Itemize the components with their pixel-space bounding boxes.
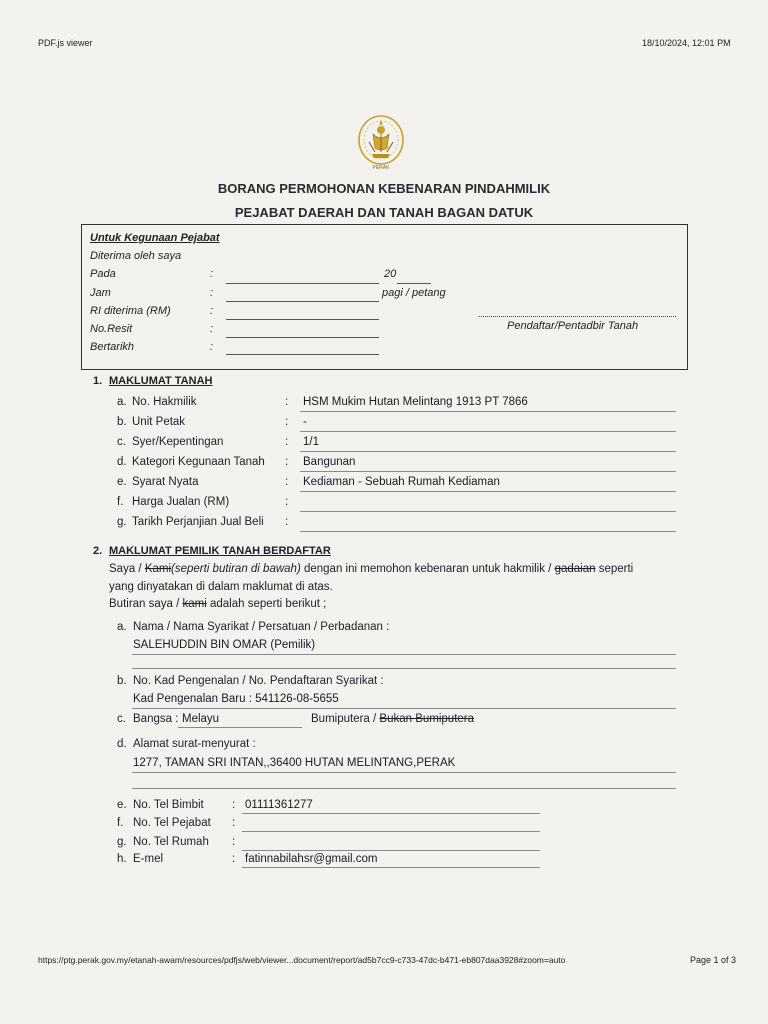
perak-crest-icon bbox=[355, 112, 407, 174]
contact-letter: e. bbox=[117, 799, 127, 811]
contact-letter: h. bbox=[117, 853, 127, 865]
land-item-label: Tarikh Perjanjian Jual Beli bbox=[132, 516, 264, 528]
office-colon: : bbox=[210, 341, 214, 353]
amount-field-line[interactable] bbox=[226, 319, 379, 320]
land-item-label: No. Hakmilik bbox=[132, 396, 197, 408]
bukan-bumiputera-struck: Bukan Bumiputera bbox=[379, 713, 475, 725]
land-item-colon: : bbox=[285, 396, 289, 408]
contact-field-line[interactable] bbox=[242, 867, 540, 868]
resit-field-line[interactable] bbox=[226, 337, 379, 338]
race-line[interactable] bbox=[178, 727, 302, 728]
contact-field-line[interactable] bbox=[242, 813, 540, 814]
land-item-field-line[interactable] bbox=[300, 431, 676, 432]
land-item-field-line[interactable] bbox=[300, 471, 676, 472]
land-item-label: Harga Jualan (RM) bbox=[132, 496, 230, 508]
contact-value: 01111361277 bbox=[245, 799, 313, 811]
race-value: Melayu bbox=[182, 713, 220, 725]
declaration-text: seperti bbox=[595, 563, 634, 575]
address-letter: d. bbox=[117, 738, 127, 750]
office-label-jam: Jam bbox=[90, 287, 111, 299]
signature-line[interactable] bbox=[479, 316, 676, 317]
signatory-label: Pendaftar/Pentadbir Tanah bbox=[507, 320, 639, 332]
contact-field-line[interactable] bbox=[242, 831, 540, 832]
address-line[interactable] bbox=[132, 772, 676, 773]
section1-number: 1. bbox=[93, 375, 103, 387]
ampm-label: pagi / petang bbox=[382, 287, 446, 299]
print-header-title: PDF.js viewer bbox=[38, 38, 93, 48]
land-item-field-line[interactable] bbox=[300, 531, 676, 532]
form-title: BORANG PERMOHONAN KEBENARAN PINDAHMILIK bbox=[217, 181, 551, 196]
declaration-line2: yang dinyatakan di dalam maklumat di atas. bbox=[109, 581, 333, 593]
land-item-label: Syer/Kepentingan bbox=[132, 436, 224, 448]
contact-label: No. Tel Pejabat bbox=[133, 817, 211, 829]
office-label-bertarikh: Bertarikh bbox=[90, 341, 135, 353]
land-item-letter: d. bbox=[117, 456, 127, 468]
received-by-label: Diterima oleh saya bbox=[90, 250, 182, 262]
office-colon: : bbox=[210, 323, 214, 335]
pada-field-line[interactable] bbox=[226, 283, 379, 284]
year-prefix: 20 bbox=[384, 268, 397, 280]
contact-colon: : bbox=[232, 817, 236, 829]
contact-label: E-mel bbox=[133, 853, 164, 865]
land-item-colon: : bbox=[285, 476, 289, 488]
declaration-note: (seperti butiran di bawah) bbox=[171, 563, 301, 575]
bertarikh-field-line[interactable] bbox=[226, 354, 379, 355]
land-item-colon: : bbox=[285, 496, 289, 508]
declaration-line1 bbox=[109, 563, 633, 575]
declaration-text: dengan ini memohon kebenaran untuk hakmilik / bbox=[300, 563, 555, 575]
land-item-colon: : bbox=[285, 436, 289, 448]
year-field-line[interactable] bbox=[397, 283, 431, 284]
declaration-gadaian-struck: gadaian bbox=[554, 563, 596, 575]
details-text: adalah seperti berikut ; bbox=[206, 598, 327, 610]
bumiputera-label: Bumiputera / bbox=[311, 713, 380, 725]
owner-name-label: Nama / Nama Syarikat / Persatuan / Perbadanan : bbox=[133, 621, 390, 633]
land-item-letter: f. bbox=[117, 496, 124, 508]
land-item-letter: b. bbox=[117, 416, 127, 428]
contact-letter: g. bbox=[117, 836, 127, 848]
details-text: Butiran saya / bbox=[109, 598, 183, 610]
contact-colon: : bbox=[232, 799, 236, 811]
land-item-value: HSM Mukim Hutan Melintang 1913 PT 7866 bbox=[303, 396, 528, 408]
land-item-letter: g. bbox=[117, 516, 127, 528]
office-label-resit: No.Resit bbox=[90, 323, 133, 335]
land-item-letter: c. bbox=[117, 436, 126, 448]
section2-number: 2. bbox=[93, 545, 103, 557]
owner-name-letter: a. bbox=[117, 621, 127, 633]
section1-title: MAKLUMAT TANAH bbox=[109, 375, 213, 387]
contact-field-line[interactable] bbox=[242, 850, 540, 851]
bumiputera-status bbox=[311, 713, 474, 725]
office-use-heading: Untuk Kegunaan Pejabat bbox=[90, 232, 220, 244]
address-line2[interactable] bbox=[132, 788, 676, 789]
office-title: PEJABAT DAERAH DAN TANAH BAGAN DATUK bbox=[234, 205, 534, 220]
ic-value: Kad Pengenalan Baru : 541126-08-5655 bbox=[133, 693, 339, 705]
land-item-field-line[interactable] bbox=[300, 411, 676, 412]
details-kami-struck: kami bbox=[182, 598, 207, 610]
land-item-letter: a. bbox=[117, 396, 127, 408]
office-label-amount: RI diterima (RM) bbox=[90, 305, 171, 317]
land-item-colon: : bbox=[285, 516, 289, 528]
land-item-value: Bangunan bbox=[303, 456, 356, 468]
office-colon: : bbox=[210, 305, 214, 317]
ic-line[interactable] bbox=[132, 708, 676, 709]
owner-name-value: SALEHUDDIN BIN OMAR (Pemilik) bbox=[133, 639, 316, 651]
contact-label: No. Tel Bimbit bbox=[133, 799, 204, 811]
land-item-colon: : bbox=[285, 456, 289, 468]
jam-field-line[interactable] bbox=[226, 301, 379, 302]
land-item-label: Unit Petak bbox=[132, 416, 186, 428]
land-item-field-line[interactable] bbox=[300, 491, 676, 492]
ic-letter: b. bbox=[117, 675, 127, 687]
land-item-value: Kediaman - Sebuah Rumah Kediaman bbox=[303, 476, 500, 488]
print-footer-page: Page 1 of 3 bbox=[690, 955, 737, 965]
contact-label: No. Tel Rumah bbox=[133, 836, 209, 848]
land-item-value: - bbox=[303, 416, 307, 428]
declaration-text: Saya / bbox=[109, 563, 145, 575]
print-header-datetime: 18/10/2024, 12:01 PM bbox=[642, 38, 731, 48]
section2-title: MAKLUMAT PEMILIK TANAH BERDAFTAR bbox=[109, 545, 331, 557]
office-colon: : bbox=[210, 287, 214, 299]
contact-colon: : bbox=[232, 853, 236, 865]
owner-name-line2[interactable] bbox=[132, 668, 676, 669]
owner-name-line[interactable] bbox=[132, 654, 676, 655]
land-item-letter: e. bbox=[117, 476, 127, 488]
declaration-kami-struck: Kami bbox=[144, 563, 172, 575]
contact-letter: f. bbox=[117, 817, 124, 829]
address-label: Alamat surat-menyurat : bbox=[133, 738, 256, 750]
land-item-field-line[interactable] bbox=[300, 451, 676, 452]
land-item-value: 1/1 bbox=[303, 436, 319, 448]
address-value: 1277, TAMAN SRI INTAN,,36400 HUTAN MELINTANG,PERAK bbox=[133, 757, 456, 769]
office-label-pada: Pada bbox=[90, 268, 116, 280]
print-footer-url: https://ptg.perak.gov.my/etanah-awam/resources/pdfjs/web/viewer...document/report/ad5b7cc9-c733-47dc-b471-eb807daa3928#zoom=auto bbox=[38, 955, 566, 965]
contact-colon: : bbox=[232, 836, 236, 848]
land-item-label: Kategori Kegunaan Tanah bbox=[132, 456, 265, 468]
land-item-field-line[interactable] bbox=[300, 511, 676, 512]
office-colon: : bbox=[210, 268, 214, 280]
ic-label: No. Kad Pengenalan / No. Pendaftaran Syarikat : bbox=[133, 675, 384, 687]
race-letter: c. bbox=[117, 713, 126, 725]
race-label: Bangsa : bbox=[133, 713, 179, 725]
crest-label: PERAK bbox=[372, 165, 390, 171]
land-item-colon: : bbox=[285, 416, 289, 428]
contact-value: fatinnabilahsr@gmail.com bbox=[245, 853, 378, 865]
land-item-label: Syarat Nyata bbox=[132, 476, 199, 488]
details-intro bbox=[109, 598, 326, 610]
